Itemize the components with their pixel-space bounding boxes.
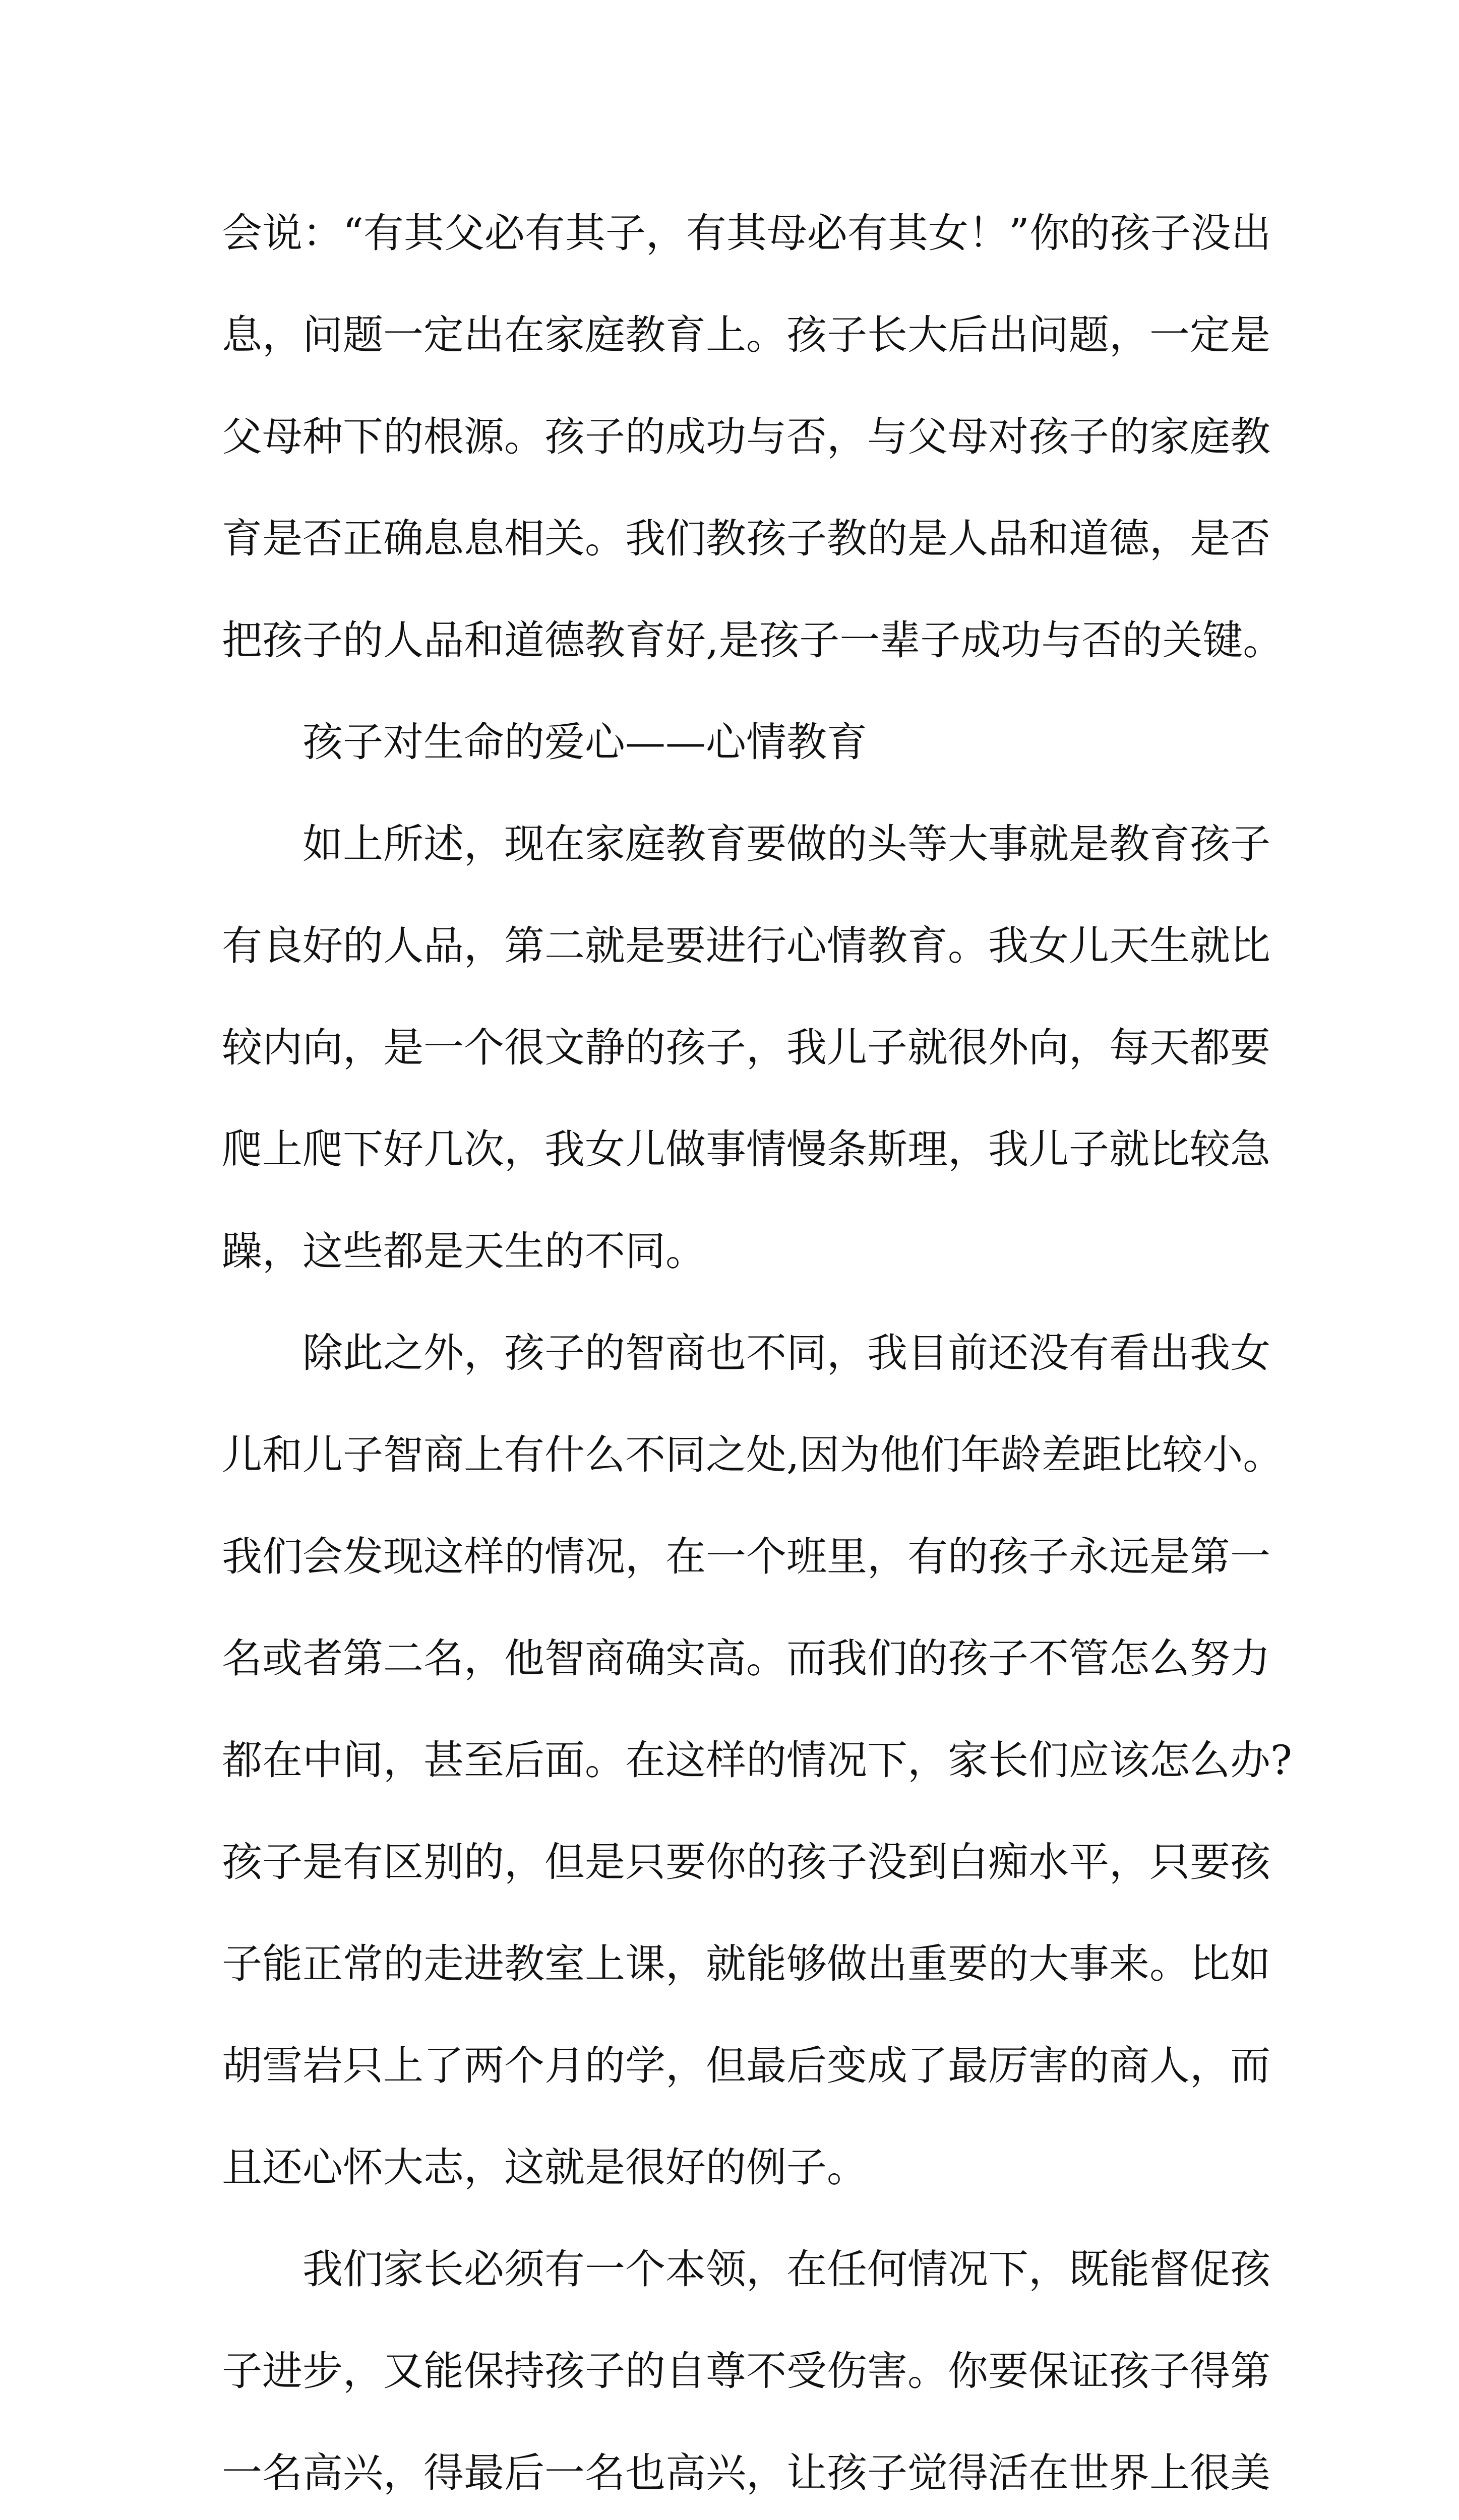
text-line-3: 父母种下的根源。孩子的成功与否，与父母对孩子的家庭教 — [222, 413, 1270, 460]
text-line-4: 育是否正确息息相关。我们教孩子教的是人品和道德，是否 — [222, 515, 1270, 562]
text-line-15: 名或者第二名，他智商确实高。而我们的孩子不管怎么努力 — [222, 1635, 1270, 1682]
text-line-1: 会说：“有其父必有其子，有其母必有其女！”你的孩子没出 — [222, 210, 1271, 257]
text-line-5: 把孩子的人品和道德教育好,是孩子一辈子成功与否的关键。 — [222, 617, 1284, 664]
text-line-17: 孩子是有区别的，但是只要你的孩子没到白痴水平，只要孩 — [222, 1839, 1270, 1885]
text-line-11: 躁，这些都是天生的不同。 — [222, 1228, 706, 1275]
section-heading: 孩子对生命的爱心——心情教育 — [302, 719, 867, 766]
text-line-14: 我们会发现这样的情况，在一个班里，有的孩子永远是第一 — [222, 1533, 1270, 1580]
text-line-22: 子进步，又能保持孩子的自尊不受伤害。你要保证孩子得第 — [222, 2348, 1270, 2395]
text-line-7: 如上所述，现在家庭教育要做的头等大事就是教育孩子 — [302, 821, 1270, 867]
text-line-10: 爬上爬下好几次，我女儿做事情慢条斯理，我儿子就比较急 — [222, 1126, 1270, 1173]
text-line-23: 一名高兴，得最后一名也高兴，让孩子觉得活在世界上很美 — [222, 2449, 1270, 2496]
text-line-13: 儿和儿子智商上有什么不同之处,因为他们年龄差距比较小。 — [222, 1431, 1284, 1478]
text-line-12: 除此之外，孩子的智商也不同，我目前还没有看出我女 — [302, 1330, 1270, 1376]
text-line-18: 子能正常的走进教室上课，就能够做出重要的大事来。比如 — [222, 1940, 1270, 1987]
text-line-2: 息，问题一定出在家庭教育上。孩子长大后出问题，一定是 — [222, 311, 1270, 358]
text-line-19: 胡雪岩只上了两个月的学，但最后变成了最厉害的商人，而 — [222, 2042, 1270, 2089]
text-line-9: 较内向，是一个很文静的孩子，我儿子就很外向，每天都要 — [222, 1024, 1270, 1071]
text-line-21: 我们家长必须有一个本领，在任何情况下，既能督促孩 — [302, 2246, 1270, 2293]
document-body — [222, 182, 1292, 2520]
text-line-8: 有良好的人品，第二就是要进行心情教育。我女儿天生就比 — [222, 922, 1270, 969]
text-line-20: 且还心怀大志，这就是很好的例子。 — [222, 2144, 867, 2191]
text-line-16: 都在中间，甚至后面。在这样的情况下，家长们应该怎么办? — [222, 1737, 1292, 1784]
